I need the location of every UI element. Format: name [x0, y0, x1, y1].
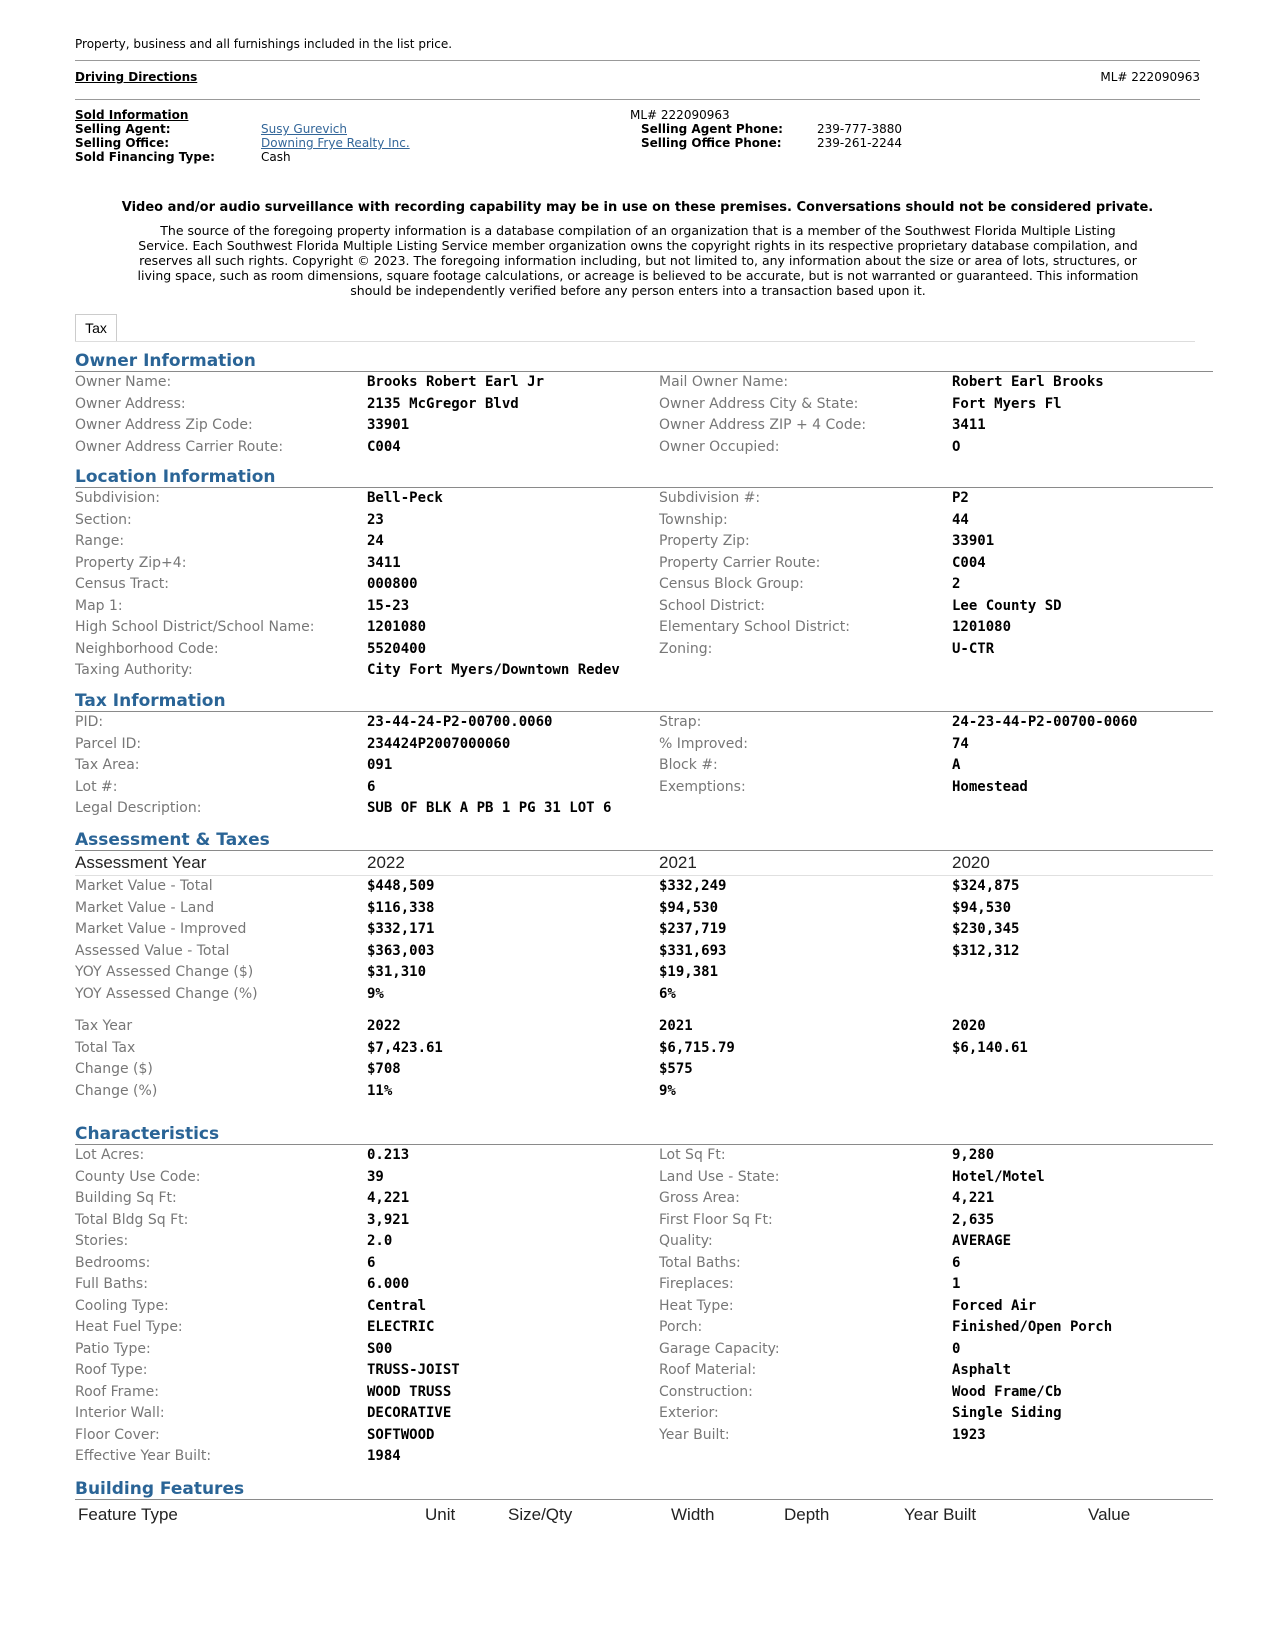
surveillance-notice: Video and/or audio surveillance with recording capability may be in use on these premises. Conversations should not be considered private.: [121, 200, 1154, 215]
sold-ml-number: ML# 222090963: [630, 108, 730, 122]
field-value: Homestead: [952, 778, 1028, 795]
field-label: Lot Sq Ft:: [659, 1147, 726, 1163]
data-row: [75, 437, 1213, 459]
tax-information-section: [75, 691, 1213, 820]
field-label: Total Baths:: [659, 1254, 741, 1271]
data-row: [75, 1382, 1213, 1404]
field-value: 3411: [952, 417, 986, 433]
data-row: [75, 1188, 1213, 1210]
field-value: 1984: [367, 1448, 401, 1464]
financing-label: Sold Financing Type:: [75, 150, 215, 164]
field-label: Owner Address:: [75, 395, 186, 412]
field-value: 6: [367, 778, 376, 795]
field-label: % Improved:: [659, 735, 748, 752]
disclaimer-line: The source of the foregoing property information is a database compilation of an organization that is a member of the Southwest Florida Multiple Listing: [160, 223, 1116, 238]
field-value: 4,221: [367, 1190, 410, 1206]
table-header-row: [75, 851, 1213, 876]
field-value: 9,280: [952, 1147, 995, 1163]
column-header: Value: [1088, 1505, 1131, 1524]
field-value: 0.213: [367, 1147, 410, 1163]
data-row: [75, 962, 1213, 984]
field-value: 2.0: [367, 1233, 393, 1249]
data-row: [75, 984, 1213, 1006]
field-value: 33901: [952, 533, 995, 549]
field-label: YOY Assessed Change (%): [75, 985, 258, 1002]
data-row: [75, 777, 1213, 799]
field-label: Roof Type:: [75, 1362, 148, 1378]
field-value: 24: [367, 533, 384, 549]
data-row: [75, 1360, 1213, 1382]
field-label: Market Value - Total: [75, 878, 213, 894]
data-row: [75, 1446, 1213, 1468]
data-row: [75, 1038, 1213, 1060]
field-label: Total Tax: [75, 1039, 136, 1056]
field-value: Wood Frame/Cb: [952, 1383, 1062, 1400]
field-label: Full Baths:: [75, 1276, 148, 1292]
field-value: Forced Air: [952, 1297, 1037, 1314]
listing-note: Property, business and all furnishings included in the list price.: [75, 37, 453, 51]
field-value: 2022: [367, 1018, 401, 1034]
field-value: P2: [952, 490, 969, 506]
field-label: County Use Code:: [75, 1168, 201, 1185]
field-value: $6,140.61: [952, 1039, 1028, 1056]
field-label: Interior Wall:: [75, 1405, 165, 1421]
field-value: A: [952, 757, 961, 773]
field-label: Tax Year: [75, 1018, 133, 1034]
field-value: 6%: [659, 985, 676, 1002]
section-title: Assessment & Taxes: [75, 830, 1213, 851]
field-value: $6,715.79: [659, 1039, 735, 1056]
field-label: Block #:: [659, 757, 718, 773]
data-row: [75, 488, 1213, 510]
field-value: 15-23: [367, 597, 410, 614]
data-row: [75, 919, 1213, 941]
field-label: Owner Address ZIP + 4 Code:: [659, 417, 867, 433]
field-label: Elementary School District:: [659, 619, 850, 635]
field-label: Heat Fuel Type:: [75, 1319, 183, 1335]
column-header: Feature Type: [78, 1505, 178, 1524]
agent-phone: 239-777-3880: [817, 122, 903, 136]
field-value: 2020: [952, 1018, 986, 1034]
field-label: Property Zip+4:: [75, 554, 187, 571]
column-header: Assessment Year: [75, 853, 207, 872]
field-value: Lee County SD: [952, 597, 1062, 614]
field-value: 2021: [659, 1018, 693, 1034]
field-value: Central: [367, 1297, 427, 1314]
field-label: Exemptions:: [659, 778, 746, 795]
sold-info-title: Sold Information: [75, 108, 189, 122]
field-value: Fort Myers Fl: [952, 395, 1062, 412]
field-value: 2: [952, 576, 961, 592]
field-value: 234424P2007000060: [367, 735, 511, 752]
characteristics-section: [75, 1124, 1213, 1468]
financing-value: Cash: [261, 150, 291, 164]
driving-directions-link[interactable]: Driving Directions: [75, 70, 198, 84]
field-value: 23-44-24-P2-00700.0060: [367, 714, 553, 730]
disclaimer-line: reserves all such rights. Copyright © 2023. The foregoing information including, but not limited to, any information about the size or area of lots, structures, or: [139, 253, 1137, 268]
selling-office-link[interactable]: Downing Frye Realty Inc.: [261, 136, 410, 150]
field-label: Strap:: [659, 714, 702, 730]
field-label: Heat Type:: [659, 1297, 734, 1314]
field-value: 2135 McGregor Blvd: [367, 395, 519, 412]
column-header: Depth: [784, 1505, 830, 1524]
data-row: [75, 1167, 1213, 1189]
column-header: Size/Qty: [508, 1505, 573, 1524]
field-value: 5520400: [367, 640, 427, 657]
field-value: 0: [952, 1340, 961, 1357]
field-value: ELECTRIC: [367, 1319, 435, 1335]
disclaimer: [82, 223, 1194, 298]
field-label: First Floor Sq Ft:: [659, 1211, 773, 1228]
field-value: Hotel/Motel: [952, 1168, 1045, 1185]
field-label: School District:: [659, 597, 765, 614]
field-value: S00: [367, 1340, 393, 1357]
data-row: [75, 1339, 1213, 1361]
field-value: $116,338: [367, 899, 435, 916]
field-value: $94,530: [659, 899, 719, 916]
data-row: [75, 1317, 1213, 1339]
field-label: Township:: [659, 511, 728, 528]
field-label: Effective Year Built:: [75, 1448, 212, 1464]
data-row: [75, 898, 1213, 920]
field-value: $312,312: [952, 942, 1020, 959]
field-value: 9%: [659, 1082, 676, 1099]
field-value: 6: [952, 1254, 961, 1271]
field-value: 33901: [367, 417, 410, 433]
column-header: 2020: [952, 853, 990, 872]
building-features-header: [75, 1500, 1213, 1528]
field-label: Bedrooms:: [75, 1254, 151, 1271]
data-row: [75, 1059, 1213, 1081]
field-label: YOY Assessed Change ($): [75, 964, 254, 980]
data-row: [75, 596, 1213, 618]
field-label: Range:: [75, 533, 125, 549]
field-label: Year Built:: [659, 1426, 730, 1443]
office-phone: 239-261-2244: [817, 136, 903, 150]
field-label: Zoning:: [659, 640, 713, 657]
field-label: Taxing Authority:: [75, 662, 193, 678]
field-value: DECORATIVE: [367, 1405, 452, 1421]
field-label: Census Block Group:: [659, 576, 804, 592]
field-value: $31,310: [367, 964, 427, 980]
field-value: U-CTR: [952, 640, 995, 657]
field-label: Change (%): [75, 1082, 158, 1099]
field-label: Owner Occupied:: [659, 438, 780, 455]
field-value: Bell-Peck: [367, 490, 443, 506]
field-label: Floor Cover:: [75, 1426, 160, 1443]
spacer: [75, 1005, 1213, 1016]
divider: [75, 60, 1200, 61]
field-value: O: [952, 438, 961, 455]
data-row: [75, 755, 1213, 777]
data-row: [75, 1425, 1213, 1447]
field-label: Roof Material:: [659, 1362, 757, 1378]
field-label: Land Use - State:: [659, 1168, 780, 1185]
field-value: City Fort Myers/Downtown Redev: [367, 662, 620, 678]
field-value: 6.000: [367, 1276, 410, 1292]
section-title: Characteristics: [75, 1124, 1213, 1145]
data-row: [75, 574, 1213, 596]
data-row: [75, 1253, 1213, 1275]
field-value: $448,509: [367, 878, 435, 894]
data-row: [75, 1403, 1213, 1425]
field-value: $331,693: [659, 942, 727, 959]
column-header: Year Built: [904, 1505, 977, 1524]
field-label: Gross Area:: [659, 1190, 740, 1206]
field-label: Construction:: [659, 1383, 753, 1400]
field-value: 3411: [367, 554, 401, 571]
field-value: AVERAGE: [952, 1233, 1012, 1249]
field-label: Section:: [75, 511, 132, 528]
field-value: TRUSS-JOIST: [367, 1362, 460, 1378]
field-label: Cooling Type:: [75, 1297, 169, 1314]
field-label: Fireplaces:: [659, 1276, 734, 1292]
field-value: C004: [367, 438, 401, 455]
building-features-section: [75, 1479, 1213, 1528]
owner-information-section: [75, 351, 1213, 458]
field-label: Census Tract:: [75, 576, 169, 592]
column-header: 2021: [659, 853, 697, 872]
data-row: [75, 1016, 1213, 1038]
data-row: [75, 660, 1213, 682]
field-label: Subdivision:: [75, 490, 160, 506]
field-value: 39: [367, 1168, 384, 1185]
data-row: [75, 941, 1213, 963]
tab-tax[interactable]: Tax: [75, 314, 117, 341]
field-value: $575: [659, 1061, 693, 1077]
field-label: Owner Address Zip Code:: [75, 417, 253, 433]
field-value: Asphalt: [952, 1362, 1012, 1378]
field-label: Assessed Value - Total: [75, 942, 230, 959]
data-row: [75, 1296, 1213, 1318]
field-value: 6: [367, 1254, 376, 1271]
field-label: Quality:: [659, 1233, 713, 1249]
field-value: $332,249: [659, 878, 727, 894]
field-label: Total Bldg Sq Ft:: [75, 1211, 189, 1228]
field-value: SOFTWOOD: [367, 1426, 435, 1443]
field-value: $94,530: [952, 899, 1012, 916]
location-information-section: [75, 467, 1213, 682]
data-row: [75, 639, 1213, 661]
disclaimer-line: living space, such as room dimensions, square footage calculations, or acreage is believed to be accurate, but is not warranted or guaranteed. This information: [137, 268, 1139, 283]
field-label: High School District/School Name:: [75, 619, 315, 635]
field-label: Lot #:: [75, 778, 118, 795]
field-value: 4,221: [952, 1190, 995, 1206]
section-title: Location Information: [75, 467, 1213, 488]
field-value: Finished/Open Porch: [952, 1319, 1113, 1335]
field-label: Map 1:: [75, 597, 123, 614]
field-value: $237,719: [659, 921, 727, 937]
field-value: 3,921: [367, 1211, 410, 1228]
data-row: [75, 510, 1213, 532]
field-value: $230,345: [952, 921, 1020, 937]
data-row: [75, 712, 1213, 734]
section-title: Building Features: [75, 1479, 1213, 1500]
field-label: Lot Acres:: [75, 1147, 145, 1163]
data-row: [75, 415, 1213, 437]
field-value: 9%: [367, 985, 384, 1002]
field-label: Parcel ID:: [75, 735, 142, 752]
data-row: [75, 617, 1213, 639]
tab-divider: [75, 341, 1195, 342]
field-value: $7,423.61: [367, 1039, 443, 1056]
field-value: Brooks Robert Earl Jr: [367, 374, 545, 390]
field-label: Exterior:: [659, 1405, 719, 1421]
field-label: Property Zip:: [659, 533, 750, 549]
field-label: Subdivision #:: [659, 490, 761, 506]
sold-info-values: [261, 122, 410, 164]
field-value: $332,171: [367, 921, 435, 937]
data-row: [75, 1231, 1213, 1253]
data-row: [75, 1274, 1213, 1296]
office-phone-label: Selling Office Phone:: [641, 136, 782, 150]
field-value: 24-23-44-P2-00700-0060: [952, 714, 1138, 730]
sold-info-labels: [75, 108, 215, 164]
field-value: $363,003: [367, 942, 435, 959]
field-value: Robert Earl Brooks: [952, 374, 1104, 390]
selling-agent-link[interactable]: Susy Gurevich: [261, 122, 347, 136]
field-value: Single Siding: [952, 1405, 1062, 1421]
field-label: Neighborhood Code:: [75, 640, 219, 657]
field-value: 1201080: [952, 619, 1012, 635]
field-label: Market Value - Improved: [75, 921, 247, 937]
field-value: SUB OF BLK A PB 1 PG 31 LOT 6: [367, 800, 612, 816]
disclaimer-line: Service. Each Southwest Florida Multiple Listing Service member organization owns the copyright rights in its respective proprietary database compilation, and: [138, 238, 1138, 253]
section-title: Tax Information: [75, 691, 1213, 712]
ml-number: ML# 222090963: [1100, 70, 1200, 84]
data-row: [75, 531, 1213, 553]
field-label: Garage Capacity:: [659, 1340, 780, 1357]
data-row: [75, 1081, 1213, 1103]
field-value: C004: [952, 554, 986, 571]
field-label: Owner Address Carrier Route:: [75, 438, 284, 455]
field-value: 2,635: [952, 1211, 995, 1228]
field-label: Property Carrier Route:: [659, 554, 821, 571]
field-value: 1: [952, 1276, 961, 1292]
field-value: 091: [367, 757, 393, 773]
sold-phone-labels: [641, 122, 783, 150]
field-value: 23: [367, 511, 384, 528]
data-row: [75, 798, 1213, 820]
section-title: Owner Information: [75, 351, 1213, 372]
field-label: Mail Owner Name:: [659, 374, 789, 390]
data-row: [75, 394, 1213, 416]
data-row: [75, 553, 1213, 575]
sold-phone-values: [817, 122, 902, 150]
field-label: Change ($): [75, 1061, 153, 1077]
data-row: [75, 1210, 1213, 1232]
column-header: Unit: [425, 1505, 456, 1524]
field-label: PID:: [75, 714, 104, 730]
field-label: Legal Description:: [75, 800, 202, 816]
field-value: $708: [367, 1061, 401, 1077]
field-value: $324,875: [952, 878, 1020, 894]
field-label: Stories:: [75, 1233, 129, 1249]
column-header: Width: [671, 1505, 715, 1524]
field-value: 11%: [367, 1082, 393, 1099]
disclaimer-line: should be independently verified before any person enters into a transaction based upon it.: [350, 283, 926, 298]
divider: [75, 99, 1200, 100]
selling-office-label: Selling Office:: [75, 136, 170, 150]
field-value: 1201080: [367, 619, 427, 635]
field-label: Building Sq Ft:: [75, 1190, 177, 1206]
field-label: Roof Frame:: [75, 1383, 159, 1400]
field-label: Tax Area:: [75, 757, 140, 773]
field-value: 1923: [952, 1426, 986, 1443]
field-value: 000800: [367, 576, 418, 592]
field-value: WOOD TRUSS: [367, 1383, 452, 1400]
field-label: Market Value - Land: [75, 899, 215, 916]
field-label: Patio Type:: [75, 1340, 151, 1357]
assessment-taxes-section: [75, 830, 1213, 1102]
field-label: Owner Address City & State:: [659, 395, 859, 412]
selling-agent-label: Selling Agent:: [75, 122, 171, 136]
data-row: [75, 734, 1213, 756]
data-row: [75, 876, 1213, 898]
field-label: Porch:: [659, 1319, 703, 1335]
field-value: 44: [952, 511, 969, 528]
agent-phone-label: Selling Agent Phone:: [641, 122, 783, 136]
column-header: 2022: [367, 853, 405, 872]
field-value: $19,381: [659, 964, 719, 980]
data-row: [75, 1145, 1213, 1167]
field-value: 74: [952, 735, 969, 752]
data-row: [75, 372, 1213, 394]
field-label: Owner Name:: [75, 374, 172, 390]
